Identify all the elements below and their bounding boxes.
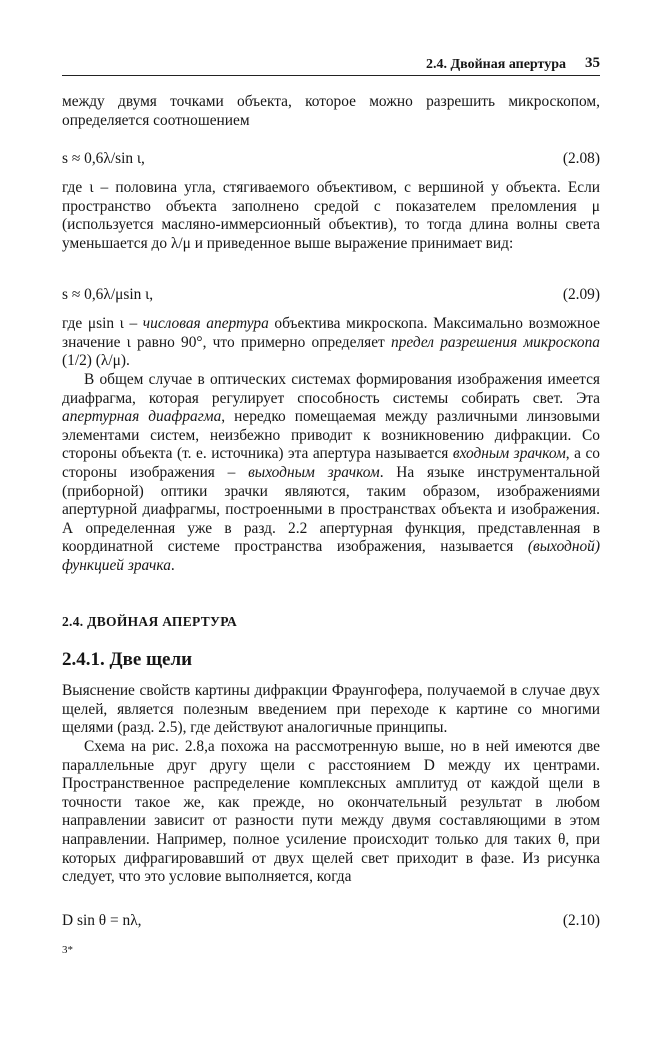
formula-expression: s ≈ 0,6λ/μsin ι, (62, 286, 154, 303)
page-number: 35 (585, 55, 600, 71)
text-run: Схема на рис. 2.8,а похожа на рассмотренную выше, но в ней имеются две параллельные друг другу щели с расстоянием D между их центрами. Пространственное распределение комплексных амплитуд от каждой щели в точности такое же, как прежде, но окончательный результат в любом направлении зависит от разности пути между двумя составляющими в этом направлении. Например, полное усиление происходит только для таких θ, при которых дифрагировавший от двух щелей свет приходит в фазе. Из рисунка следует, что это условие выполняется, когда (62, 738, 600, 886)
text-run: , а со стороны изображения – (62, 445, 600, 481)
paragraph-1: между двумя точками объекта, которое можно разрешить микроскопом, определяется соотношением (62, 93, 600, 129)
term-numerical-aperture: числовая апертура (142, 315, 269, 332)
term-resolution-limit: предел разрешения микроскопа (391, 333, 600, 351)
paragraph-5: Выяснение свойств картины дифракции Фраунгофера, получаемой в случае двух щелей, является полезным введением при переходе к картине со многими щелями (разд. 2.5), где действуют аналогичные принципы. (62, 682, 600, 737)
running-header-title: 2.4. Двойная апертура (426, 57, 566, 72)
running-header (62, 55, 600, 76)
term-pupil-function: (выходной) функцией зрачка (62, 538, 600, 574)
paragraph-6 (62, 738, 600, 887)
section-title: 2.4. ДВОЙНАЯ АПЕРТУРА (62, 614, 238, 629)
formula-expression: D sin θ = nλ, (62, 912, 142, 929)
formula-2-09 (62, 286, 600, 306)
signature-mark: 3* (62, 944, 73, 956)
formula-2-08 (62, 150, 600, 170)
text-run: (1/2) (λ/μ). (62, 352, 130, 370)
paragraph-3 (62, 315, 600, 371)
formula-number: (2.08) (562, 150, 600, 167)
term-entrance-pupil: входным зрачком (452, 445, 566, 463)
paragraph-2: где ι – половина угла, стягиваемого объективом, с вершиной у объекта. Если пространство объекта заполнено средой с показателем преломления μ (используется масляно-иммерсионный объектив), то тогда длина волны света уменьшается до λ/μ и приведенное выше выражение принимает вид: (62, 179, 600, 252)
text-run: , нередко помещаемая между различными линзовыми элементами систем, неизбежно приводит к возникновению дифракции. Со стороны объекта (т. е. источника) эта апертура называется (62, 408, 600, 463)
text-run: . (170, 556, 175, 574)
subsection-title: 2.4.1. Две щели (62, 649, 193, 670)
text-run: где μsin ι – (62, 315, 143, 332)
formula-number: (2.09) (562, 286, 600, 303)
formula-expression: s ≈ 0,6λ/sin ι, (62, 150, 145, 167)
text-run: . На языке инструментальной (приборной) оптики зрачки являются, таким образом, изображениями апертурной диафрагмы, построенными в пространствах объекта и изображения. А определенная уже в разд. 2.2 апертурная функция, представленная в координатной системе пространства изображения, называется (62, 463, 600, 556)
text-run: В общем случае в оптических системах формирования изображения имеется диафрагма, которая регулирует способность системы собирать свет. Эта (62, 371, 600, 407)
formula-2-10 (62, 912, 600, 932)
paragraph-4 (62, 371, 600, 576)
text-run: объектива микроскопа. Максимально возможное значение ι равно 90°, что примерно определяет (62, 315, 600, 351)
formula-number: (2.10) (562, 912, 600, 929)
term-aperture-stop: апертурная диафрагма (62, 408, 222, 426)
term-exit-pupil: выходным зрачком (248, 463, 380, 481)
